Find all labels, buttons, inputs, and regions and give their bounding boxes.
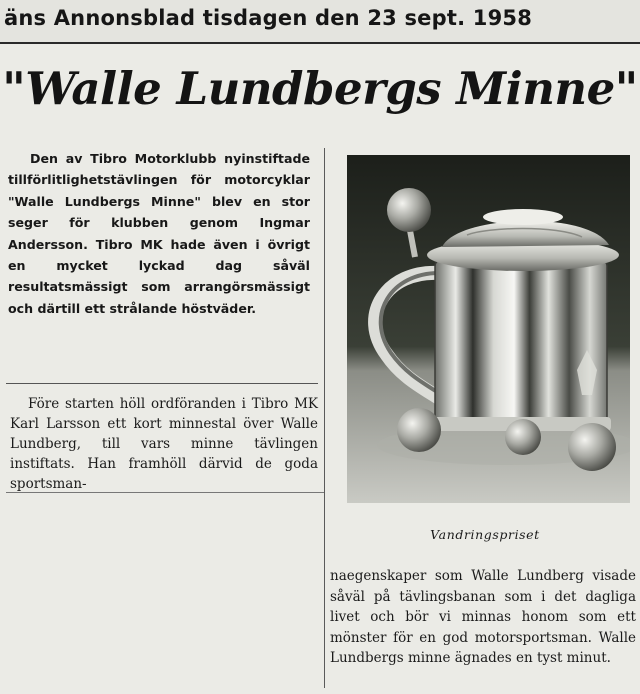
article-body-part1: Före starten höll ordföranden i Tibro MK Karl Larsson ett kort minnestal över Walle Lundberg, till vars minne tävlingen instiftats. Han framhöll därvid de goda sportsman- xyxy=(10,396,318,492)
article-lead: Den av Tibro Motorklubb nyinstiftade tillförlitlighetstävlingen för motorcyklar "Walle Lundbergs Minne" blev en stor seger för klubben genom Ingmar Andersson. Tibro MK hade även i övrigt en mycket lyckad dag såväl resultatsmässigt som arrangörsmässigt och därtill ett strålande höstväder. xyxy=(8,151,310,316)
masthead xyxy=(0,0,640,44)
article-headline: "Walle Lundbergs Minne" xyxy=(2,62,638,115)
column-divider xyxy=(324,148,325,688)
trophy-tankard-icon xyxy=(347,155,630,503)
photo-caption: Vandringspriset xyxy=(430,527,540,542)
left-column xyxy=(8,148,310,319)
lead-divider xyxy=(6,383,318,384)
column-end-rule xyxy=(6,492,324,493)
article-body-part2: naegenskaper som Walle Lundberg visade såväl på tävlingsbanan som i det dagliga livet och bör vi minnas honom som ett mönster för en god motorsportsman. Walle Lundbergs minne ägnades en tyst minut. xyxy=(330,568,636,667)
trophy-photo xyxy=(347,155,630,503)
masthead-title: äns Annonsblad tisdagen den 23 sept. 1958 xyxy=(4,6,533,30)
